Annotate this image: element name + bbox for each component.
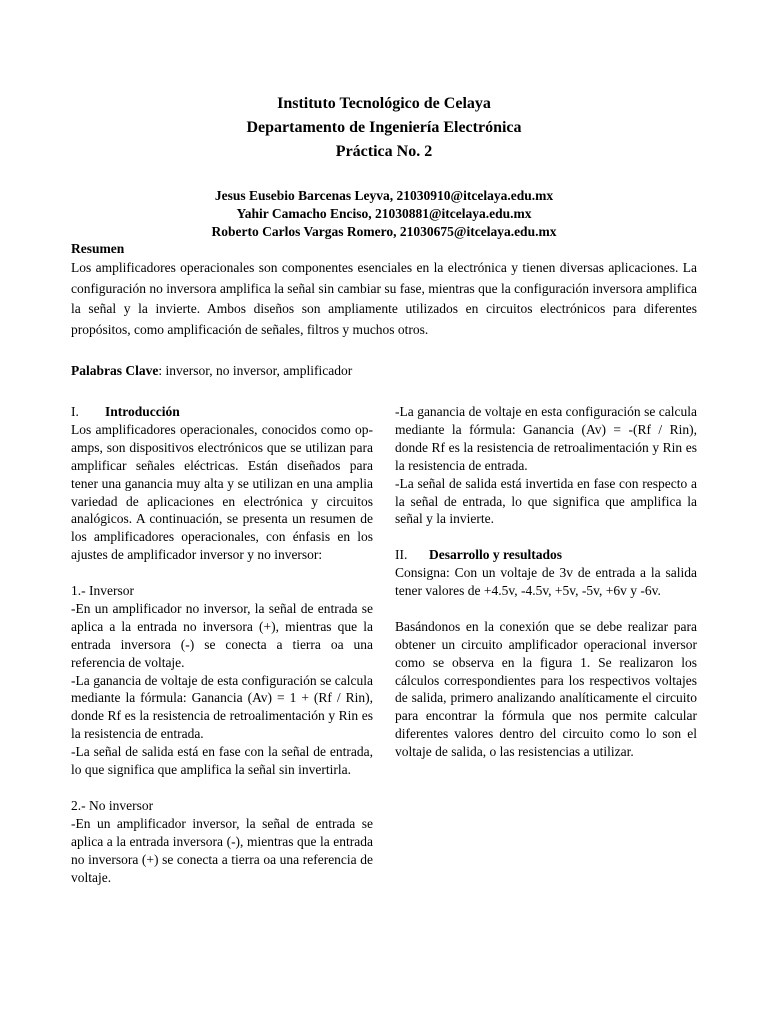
noninverter-heading: 2.- No inversor xyxy=(71,797,154,813)
intro-heading xyxy=(71,403,373,421)
keywords-text: : inversor, no inversor, amplificador xyxy=(158,363,353,378)
abstract-section xyxy=(71,240,697,340)
author-line: Yahir Camacho Enciso, 21030881@itcelaya.edu.mx xyxy=(236,206,532,221)
development-heading xyxy=(395,546,697,564)
section-title: Desarrollo y resultados xyxy=(429,547,562,563)
paragraph: -La ganancia de voltaje en esta configuración se calcula mediante la fórmula: Ganancia (Av) = -(Rf / Rin), donde Rf es la resistencia de retroalimentación y Rin es la resistencia de entrada. xyxy=(395,404,697,473)
paragraph: -La señal de salida está en fase con la señal de entrada, lo que significa que amplifica la señal sin invertirla. xyxy=(71,744,373,778)
paragraph: -En un amplificador inversor, la señal de entrada se aplica a la entrada inversora (-), mientras que la entrada no inversora (+) se conecta a tierra oa una referencia de voltaje. xyxy=(71,815,373,885)
paragraph: Basándonos en la conexión que se debe realizar para obtener un circuito amplificador operacional inversor como se observa en la figura 1. Se realizaron los cálculos correspondientes para los respectivos voltajes de salida, primero analizando analíticamente el circuito para encontrar la fórmula que nos permite calcular diferentes valores dentro del circuito como lo son el voltaje de salida, o las resistencias a utilizar. xyxy=(395,618,697,760)
section-title: Introducción xyxy=(105,404,180,419)
keywords-line xyxy=(71,362,697,380)
paragraph: -En un amplificador no inversor, la señal de entrada se aplica a la entrada no inversora (+), mientras que la entrada inversora (-) se conecta a tierra oa una referencia de voltaje. xyxy=(71,600,373,670)
paragraph: -La ganancia de voltaje de esta configuración se calcula mediante la fórmula: Ganancia (Av) = 1 + (Rf / Rin), donde Rf es la resistencia de retroalimentación y Rin es la resistencia de entrada. xyxy=(71,672,373,742)
author-line: Jesus Eusebio Barcenas Leyva, 21030910@itcelaya.edu.mx xyxy=(214,188,554,203)
institution-title: Instituto Tecnológico de Celaya xyxy=(277,95,491,112)
author-list xyxy=(0,187,768,241)
paragraph: -La señal de salida está invertida en fase con respecto a la señal de entrada, lo que significa que amplifica la señal y la invierte. xyxy=(395,475,697,527)
paragraph: Consigna: Con un voltaje de 3v de entrada a la salida tener valores de +4.5v, -4.5v, +5v, -5v, +6v y -6v. xyxy=(395,565,697,599)
abstract-text: Los amplificadores operacionales son componentes esenciales en la electrónica y tienen diversas aplicaciones. La configuración no inversora amplifica la señal sin cambiar su fase, mientras que la configuración inversora amplifica la señal y la invierte. Ambos diseños son ampliamente utilizados en circuitos electrónicos para diferentes propósitos, como amplificación de señales, filtros y muchos otros. xyxy=(71,260,698,337)
keywords-label: Palabras Clave xyxy=(71,363,159,378)
left-column xyxy=(71,403,373,886)
right-column xyxy=(395,403,697,761)
abstract-heading: Resumen xyxy=(71,241,125,256)
department-title: Departamento de Ingeniería Electrónica xyxy=(246,119,522,136)
section-number: II. xyxy=(395,547,408,563)
practice-title: Práctica No. 2 xyxy=(335,143,433,160)
document-header xyxy=(0,92,768,164)
author-line: Roberto Carlos Vargas Romero, 21030675@itcelaya.edu.mx xyxy=(211,224,557,239)
section-number: I. xyxy=(71,404,79,419)
intro-paragraph: Los amplificadores operacionales, conocidos como op-amps, son dispositivos electrónicos que se utilizan para amplificar señales eléctricas. Están diseñados para tener una ganancia muy alta y se utilizan en una amplia variedad de aplicaciones en electrónica y circuitos analógicos. A continuación, se presenta un resumen de los amplificadores operacionales, con énfasis en los ajustes de amplificador inversor y no inversor: xyxy=(71,421,373,563)
inverter-heading: 1.- Inversor xyxy=(71,583,134,599)
